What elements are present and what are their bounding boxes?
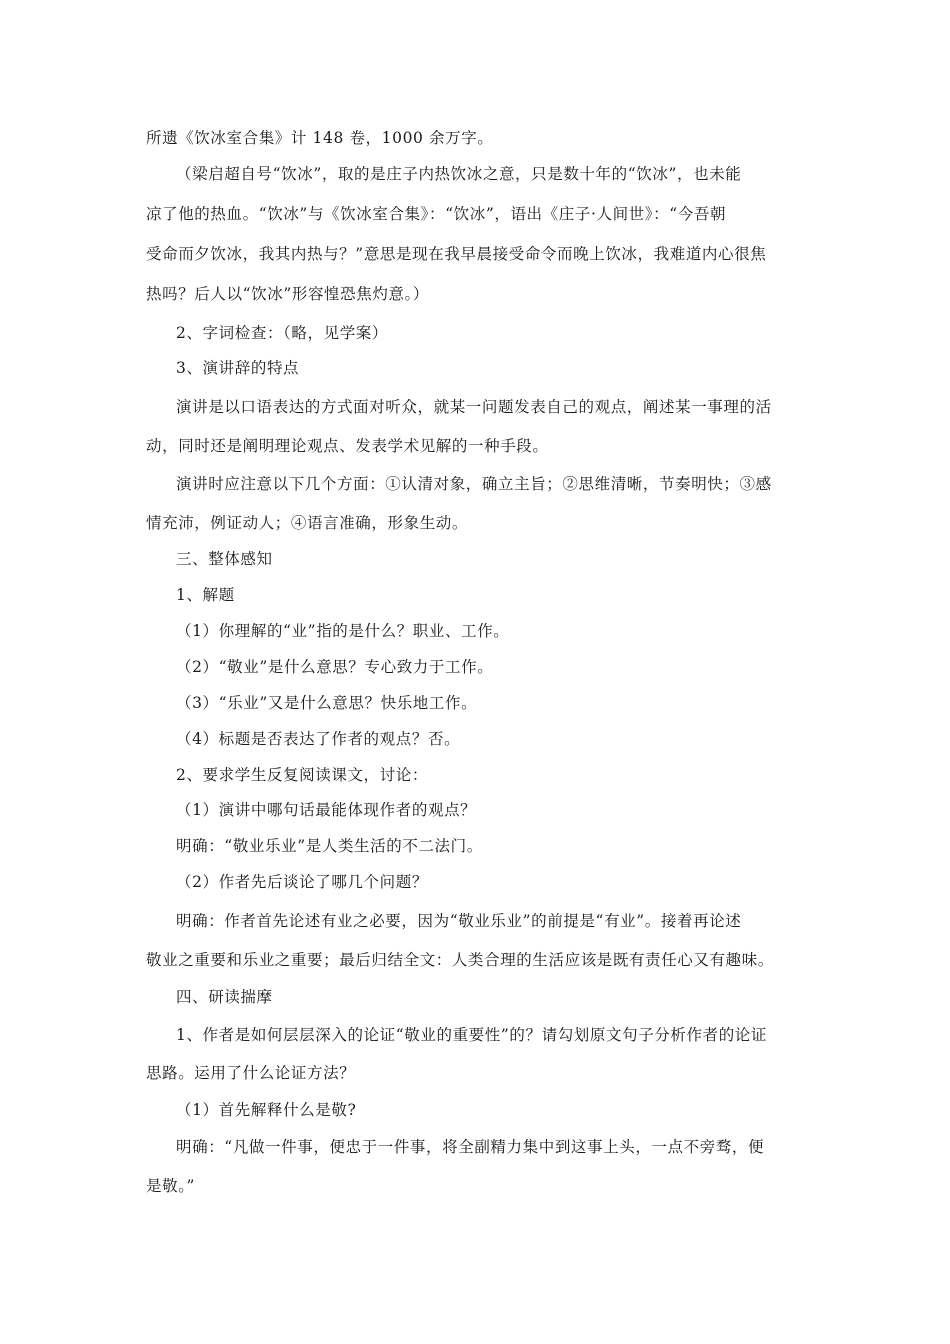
text-line: 3、演讲辞的特点 [176, 359, 300, 377]
section-heading: 四、研读揣摩 [176, 988, 273, 1006]
text-line: （2）“敬业”是什么意思？专心致力于工作。 [176, 658, 494, 676]
text-line: 演讲是以口语表达的方式面对听众，就某一问题发表自己的观点，阐述某一事理的活 [176, 398, 772, 416]
text-line: 是敬。” [146, 1177, 196, 1195]
text-line: 明确：作者首先论述有业之必要，因为“敬业乐业”的前提是“有业”。接着再论述 [176, 912, 742, 930]
text-line: （1）你理解的“业”指的是什么？职业、工作。 [176, 622, 510, 640]
text-line: 受命而夕饮冰，我其内热与？”意思是现在我早晨接受命令而晚上饮冰，我难道内心很焦 [146, 245, 767, 263]
text-line: 敬业之重要和乐业之重要；最后归结全文：人类合理的生活应该是既有责任心又有趣味。 [146, 951, 774, 969]
text-line: 2、字词检查：（略，见学案） [176, 324, 389, 342]
text-line: 凉了他的热血。“饮冰”与《饮冰室合集》：“饮冰”，语出《庄子·人间世》：“今吾朝 [146, 205, 727, 223]
text-line: （梁启超自号“饮冰”，取的是庄子内热饮冰之意，只是数十年的“饮冰”，也未能 [176, 165, 742, 183]
text-line: （2）作者先后谈论了哪几个问题？ [176, 873, 428, 891]
text-line: （4）标题是否表达了作者的观点？否。 [176, 730, 461, 748]
text-line: （1）首先解释什么是敬? [176, 1101, 357, 1119]
text-line: 1、作者是如何层层深入的论证“敬业的重要性”的？请勾划原文句子分析作者的论证 [176, 1026, 768, 1044]
text-line: 明确：“凡做一件事，便忠于一件事，将全副精力集中到这事上头，一点不旁骛，便 [176, 1138, 765, 1156]
text-line: 演讲时应注意以下几个方面：①认清对象，确立主旨；②思维清晰，节奏明快；③感 [176, 475, 772, 493]
text-line: 1、解题 [176, 586, 235, 604]
text-line: 动，同时还是阐明理论观点、发表学术见解的一种手段。 [146, 437, 549, 455]
section-heading: 三、整体感知 [176, 550, 273, 568]
text-line: 明确：“敬业乐业”是人类生活的不二法门。 [176, 837, 483, 855]
text-line: 情充沛，例证动人；④语言准确，形象生动。 [146, 514, 469, 532]
text-line: （1）演讲中哪句话最能体现作者的观点？ [176, 801, 477, 819]
text-line: 2、要求学生反复阅读课文，讨论： [176, 766, 428, 784]
text-line: 思路。运用了什么论证方法？ [146, 1064, 356, 1082]
text-line: （3）“乐业”又是什么意思？快乐地工作。 [176, 694, 478, 712]
text-line: 热吗？后人以“饮冰”形容惶恐焦灼意。） [146, 285, 429, 303]
text-line: 所遗《饮冰室合集》计 148 卷，1000 余万字。 [146, 129, 494, 147]
